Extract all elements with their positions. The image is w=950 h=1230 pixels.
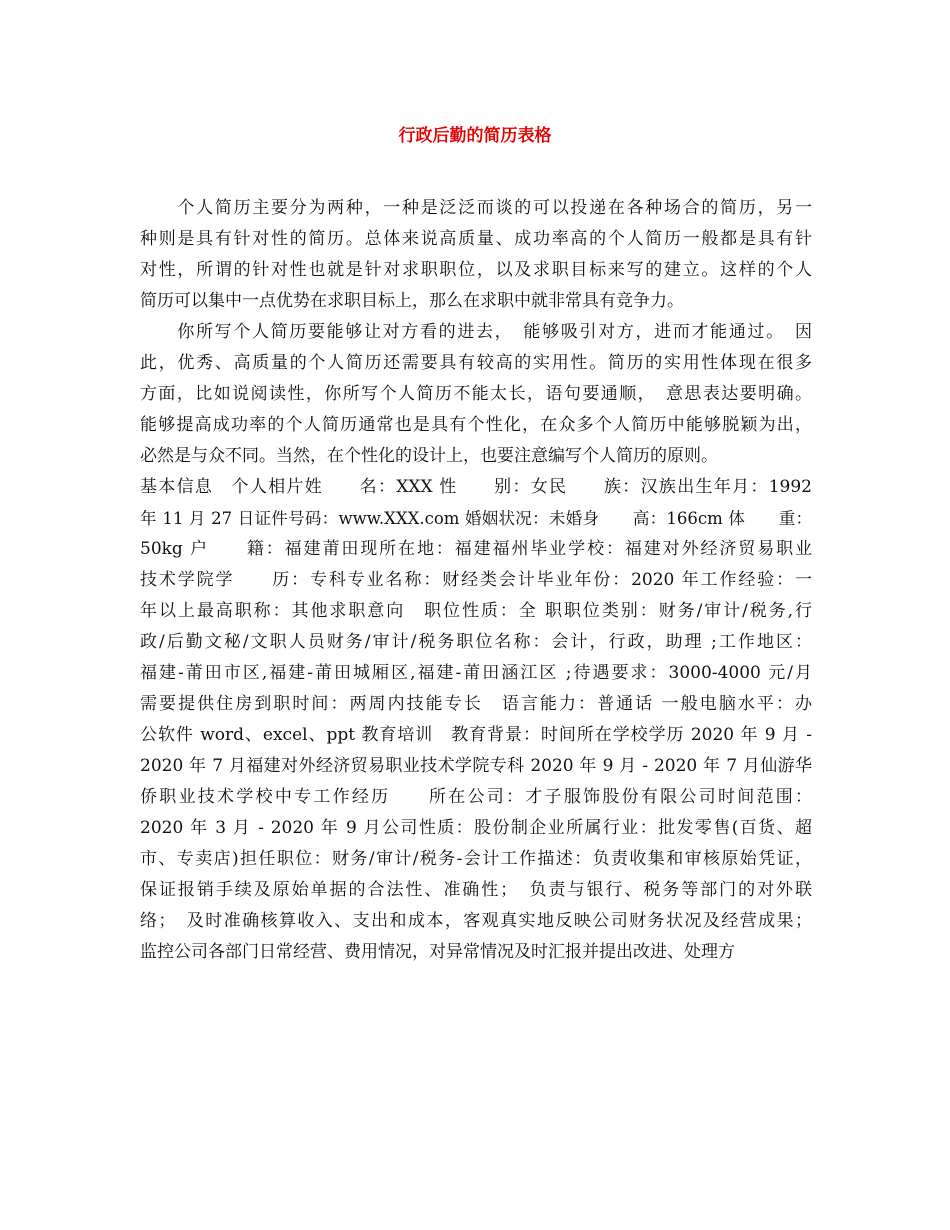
text-line: 监控公司各部门日常经营、费用情况，对异常情况及时汇报并提出改进、处理方 bbox=[140, 942, 735, 962]
text-line: 基本信息 个人相片姓 名：XXX 性 别：女民 族：汉族出生年月：1992 bbox=[140, 477, 812, 497]
text-line: 2020 年 3 月 - 2020 年 9 月公司性质：股份制企业所属行业：批发零售(百货、超 bbox=[140, 818, 812, 838]
text-line: 方面，比如说阅读性，你所写个人简历不能太长，语句要通顺， 意思表达要明确。 bbox=[140, 384, 812, 404]
text-line: 2020 年 7 月福建对外经济贸易职业技术学院专科 2020 年 9 月 - 2020 年 7 月仙游华 bbox=[140, 756, 812, 776]
text-line: 市、专卖店)担任职位：财务/审计/税务-会计工作描述：负责收集和审核原始凭证， bbox=[140, 849, 812, 869]
text-line: 能够提高成功率的个人简历通常也是具有个性化，在众多个人简历中能够脱颖为出， bbox=[140, 415, 812, 435]
text-line: 种则是具有针对性的简历。总体来说高质量、成功率高的个人简历一般都是具有针 bbox=[140, 229, 812, 249]
text-line: 侨职业技术学校中专工作经历 所在公司：才子服饰股份有限公司时间范围： bbox=[140, 787, 812, 807]
text-line: 简历可以集中一点优势在求职目标上，那么在求职中就非常具有竞争力。 bbox=[140, 291, 684, 311]
text-line: 年以上最高职称：其他求职意向 职位性质：全 职职位类别：财务/审计/税务,行 bbox=[140, 601, 812, 621]
text-line: 此，优秀、高质量的个人简历还需要具有较高的实用性。简历的实用性体现在很多 bbox=[140, 353, 812, 373]
text-line: 年 11 月 27 日证件号码：www.XXX.com 婚姻状况：未婚身 高：166cm 体 重： bbox=[140, 509, 812, 528]
text-line: 必然是与众不同。当然，在个性化的设计上，也要注意编写个人简历的原则。 bbox=[140, 446, 718, 466]
text-line: 政/后勤文秘/文职人员财务/审计/税务职位名称：会计，行政，助理 ;工作地区： bbox=[140, 632, 812, 652]
text-line: 公软件 word、excel、ppt 教育培训 教育背景：时间所在学校学历 2020 年 9 月 - bbox=[140, 725, 812, 745]
text-line: 个人简历主要分为两种，一种是泛泛而谈的可以投递在各种场合的简历，另一 bbox=[140, 198, 812, 218]
text-line: 需要提供住房到职时间：两周内技能专长 语言能力：普通话 一般电脑水平：办 bbox=[140, 694, 812, 714]
document-title: 行政后勤的简历表格 bbox=[398, 126, 552, 146]
text-line: 福建-莆田市区,福建-莆田城厢区,福建-莆田涵江区 ;待遇要求：3000-4000 元/月 bbox=[140, 663, 812, 683]
text-line: 50kg 户 籍：福建莆田现所在地：福建福州毕业学校：福建对外经济贸易职业 bbox=[140, 539, 812, 559]
text-line: 技术学院学 历：专科专业名称：财经类会计毕业年份：2020 年工作经验：一 bbox=[140, 570, 812, 590]
text-line: 保证报销手续及原始单据的合法性、准确性； 负责与银行、税务等部门的对外联 bbox=[140, 880, 812, 900]
text-line: 你所写个人简历要能够让对方看的进去， 能够吸引对方，进而才能通过。 因 bbox=[140, 322, 812, 342]
text-line: 络； 及时准确核算收入、支出和成本，客观真实地反映公司财务状况及经营成果； bbox=[140, 911, 812, 931]
document-body bbox=[140, 193, 812, 968]
text-line: 对性，所谓的针对性也就是针对求职职位，以及求职目标来写的建立。这样的个人 bbox=[140, 260, 812, 280]
